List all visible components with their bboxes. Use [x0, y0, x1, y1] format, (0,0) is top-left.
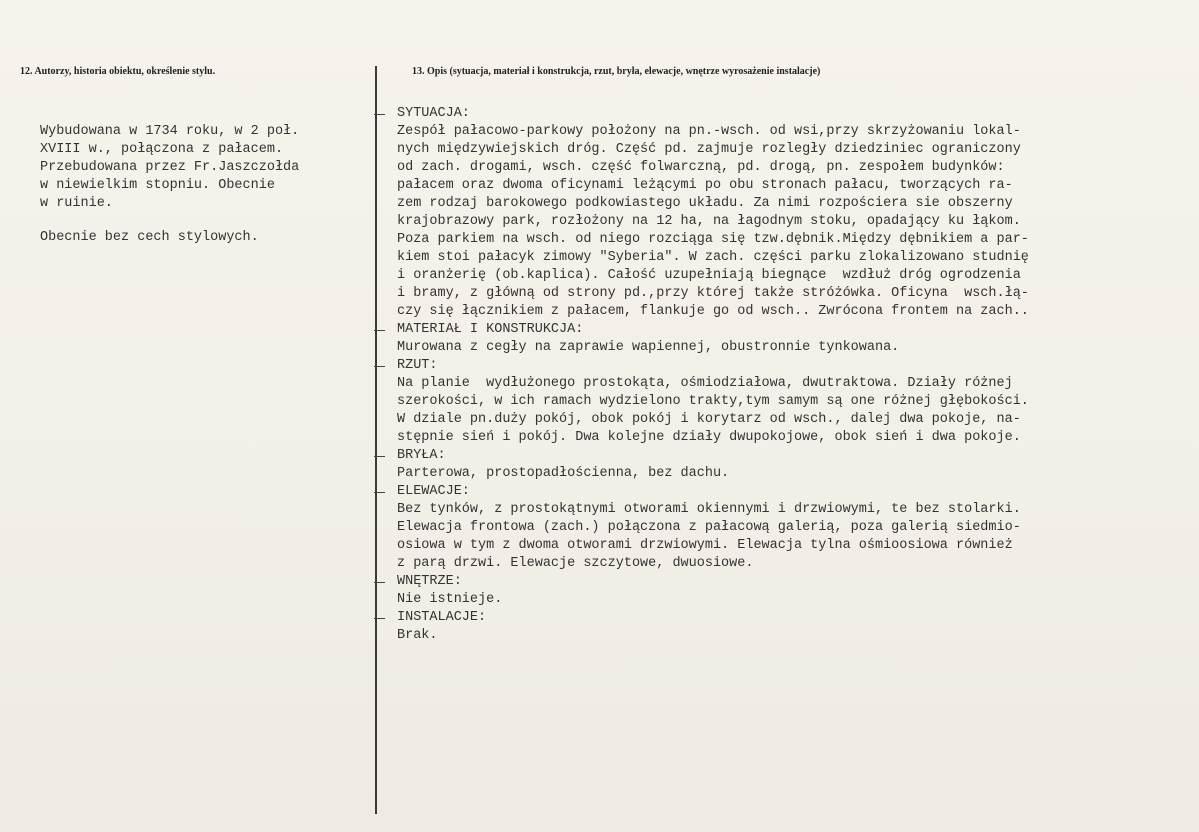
description-line: kiem stoi pałacyk zimowy "Syberia". W zach. części parku zlokalizowano studnię: [397, 250, 1029, 265]
description-line: Parterowa, prostopadłościenna, bez dachu.: [397, 466, 730, 481]
description-line: pałacem oraz dwoma oficynami leżącymi po obu stronach pałacu, tworzących ra-: [397, 178, 1013, 193]
description-line: czy się łącznikiem z pałacem, flankuje go od wsch.. Zwrócona frontem na zach..: [397, 304, 1029, 319]
description-line: Brak.: [397, 628, 438, 643]
section-heading: SYTUACJA:: [373, 105, 1173, 123]
history-line: w niewielkim stopniu. Obecnie: [40, 178, 275, 193]
history-line: Obecnie bez cech stylowych.: [40, 230, 259, 245]
history-line: w ruinie.: [40, 196, 113, 211]
description-line: Poza parkiem na wsch. od niego rozciąga się tzw.dębnik.Między dębnikiem a par-: [397, 232, 1029, 247]
section-heading: ELEWACJE:: [373, 483, 1173, 501]
section-heading: MATERIAŁ I KONSTRUKCJA:: [373, 321, 1173, 339]
description-line: z parą drzwi. Elewacje szczytowe, dwuosiowe.: [397, 556, 754, 571]
description-line: Bez tynków, z prostokątnymi otworami okiennymi i drzwiowymi, te bez stolarki.: [397, 502, 1021, 517]
description-line: Na planie wydłużonego prostokąta, ośmiodziałowa, dwutraktowa. Działy różnej: [397, 376, 1013, 391]
section-heading: INSTALACJE:: [373, 609, 1173, 627]
description-line: i bramy, z główną od strony pd.,przy której także stróżówka. Oficyna wsch.łą-: [397, 286, 1029, 301]
description-line: szerokości, w ich ramach wydzielono trakty,tym samym są one różnej głębokości.: [397, 394, 1029, 409]
history-line: Wybudowana w 1734 roku, w 2 poł.: [40, 124, 300, 139]
description-line: W dziale pn.duży pokój, obok pokój i korytarz od wsch., dalej dwa pokoje, na-: [397, 412, 1021, 427]
section-heading: WNĘTRZE:: [373, 573, 1173, 591]
history-line: Przebudowana przez Fr.Jaszczołda: [40, 160, 300, 175]
description-line: i oranżerię (ob.kaplica). Całość uzupełniają biegnące wzdłuż dróg ogrodzenia: [397, 268, 1021, 283]
description-line: Elewacja frontowa (zach.) połączona z pałacową galerią, poza galerią siedmio-: [397, 520, 1021, 535]
paragraph-gap: [40, 213, 360, 229]
section-13-header: 13. Opis (sytuacja, materiał i konstrukcja, rzut, bryła, elewacje, wnętrze wyrosażenie instalacje): [412, 66, 821, 77]
section-12-header: 12. Autorzy, historia obiektu, określenie stylu.: [20, 66, 216, 77]
description-line: Zespół pałacowo-parkowy położony na pn.-wsch. od wsi,przy skrzyżowaniu lokal-: [397, 124, 1021, 139]
history-line: XVIII w., połączona z pałacem.: [40, 142, 284, 157]
description-column: [373, 105, 1173, 645]
description-line: Murowana z cegły na zaprawie wapiennej, obustronnie tynkowana.: [397, 340, 900, 355]
description-line: nych międzywiejskich dróg. Część pd. zajmuje rozległy dziedziniec ograniczony: [397, 142, 1021, 157]
section-heading: RZUT:: [373, 357, 1173, 375]
description-line: osiowa w tym z dwoma otworami drzwiowymi. Elewacja tylna ośmioosiowa również: [397, 538, 1013, 553]
description-line: Nie istnieje.: [397, 592, 503, 607]
description-line: stępnie sień i pokój. Dwa kolejne działy dwupokojowe, obok sień i dwa pokoje.: [397, 430, 1021, 445]
description-line: od zach. drogami, wsch. część folwarczną, pd. drogą, pn. zespołem budynków:: [397, 160, 1005, 175]
section-heading: BRYŁA:: [373, 447, 1173, 465]
description-line: krajobrazowy park, rozłożony na 12 ha, na łagodnym stoku, opadający ku łąkom.: [397, 214, 1021, 229]
history-column: [40, 123, 360, 247]
description-line: zem rodzaj barokowego podkowiastego układu. Za nimi rozpościera sie obszerny: [397, 196, 1013, 211]
